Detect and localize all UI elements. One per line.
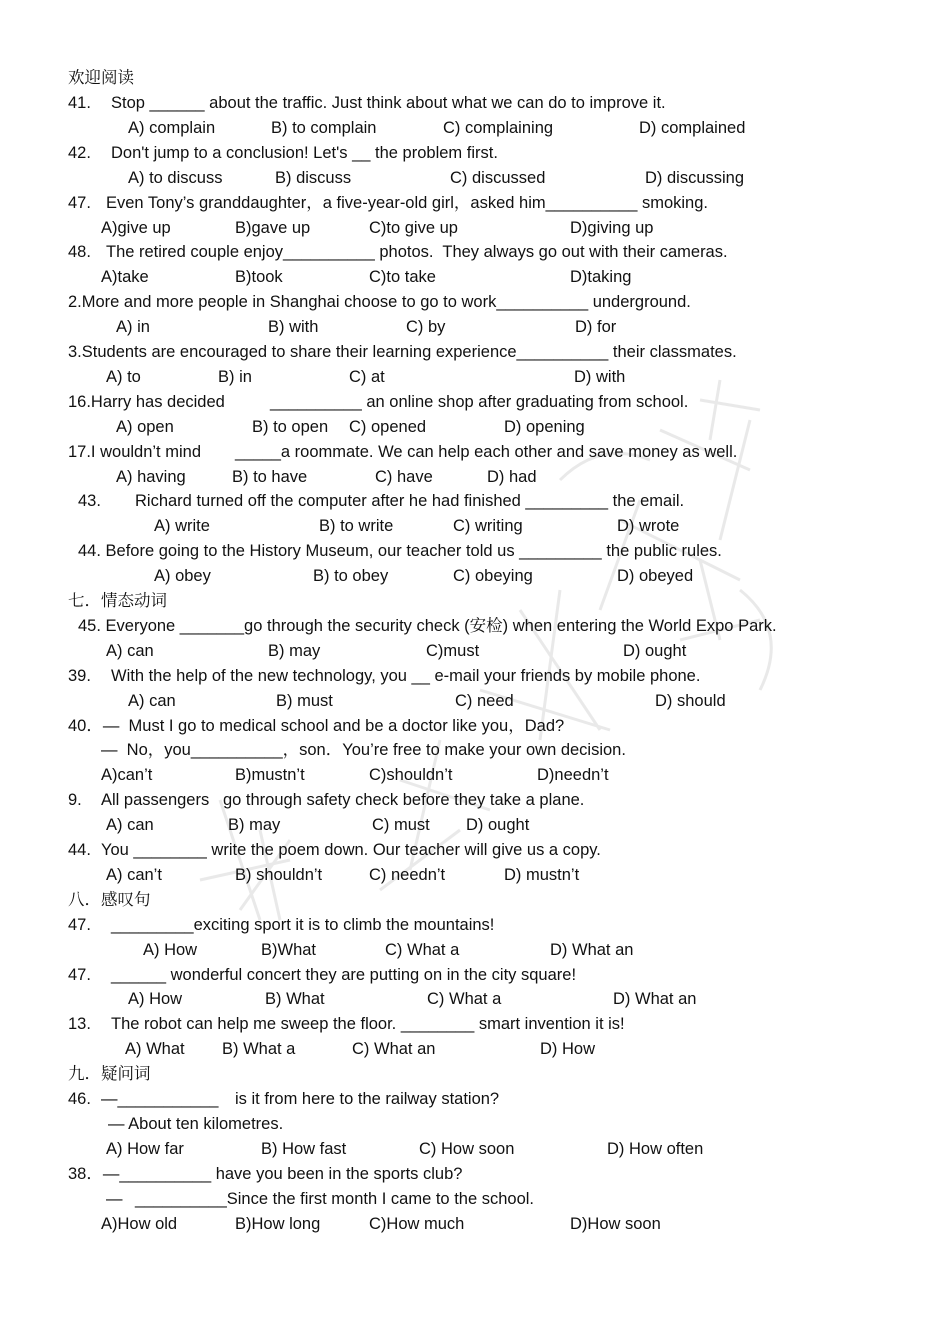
line-segment-text: D)needn’t	[537, 766, 609, 785]
text-line	[0, 365, 950, 390]
line-lead-text: — About ten kilometres.	[108, 1114, 284, 1133]
line-lead-text: 2.More and more people in Shanghai choose to go to work__________ underground.	[68, 293, 691, 312]
line-lead-text: 41.	[68, 94, 91, 112]
text-line	[0, 265, 950, 290]
line-segment-text: __________Since the first month I came to the school.	[135, 1189, 534, 1208]
line-segment-text: With the help of the new technology, you __ e-mail your friends by mobile phone.	[111, 666, 701, 685]
line-lead-text: 47.	[68, 193, 91, 212]
line-lead-text: 39.	[68, 666, 91, 685]
line-segment-text: The robot can help me sweep the floor. ________ smart invention it is!	[111, 1015, 625, 1034]
line-lead-text: A) can’t	[106, 865, 162, 884]
line-lead-text: 45. Everyone _______go through the security check (安检) when entering the World Expo Park.	[78, 616, 777, 635]
line-segment-text: C) What a	[427, 990, 502, 1009]
line-lead-text: 七．情态动词	[68, 592, 167, 610]
line-segment-text: Richard turned off the computer after he had finished _________ the email.	[135, 492, 685, 511]
text-line	[0, 838, 950, 863]
line-segment-text: C) opened	[349, 417, 427, 436]
line-segment-text: D) with	[574, 367, 626, 386]
text-line	[0, 1062, 950, 1087]
line-segment-text: All passengers go through safety check before they take a plane.	[101, 791, 585, 810]
line-segment-text: C) must	[372, 816, 430, 835]
header-text: 欢迎阅读	[68, 69, 134, 87]
line-lead-text: 44. Before going to the History Museum, our teacher told us _________ the public rules.	[78, 542, 722, 561]
line-segment-text: B) in	[218, 367, 252, 386]
line-segment-text: C) What an	[352, 1040, 436, 1059]
line-lead-text: A) in	[116, 318, 150, 337]
line-lead-text: 43.	[78, 492, 101, 511]
text-line	[0, 1162, 950, 1187]
text-line	[0, 788, 950, 813]
line-lead-text: A) having	[116, 467, 186, 486]
line-segment-text: C) What a	[385, 940, 460, 959]
line-lead-text: 九．疑问词	[68, 1065, 151, 1084]
line-lead-text: A) can	[128, 691, 176, 710]
text-line	[0, 141, 950, 166]
text-line	[0, 639, 950, 664]
line-segment-text: D) should	[655, 691, 726, 710]
line-lead-text: A) write	[154, 517, 210, 536]
line-segment-text: C) writing	[453, 517, 523, 536]
line-segment-text: C)to give up	[369, 218, 458, 237]
line-lead-text: A) How far	[106, 1139, 184, 1158]
line-segment-text: D) ought	[466, 816, 530, 835]
text-line	[0, 315, 950, 340]
line-segment-text: __________ an online shop after graduating from school.	[270, 392, 689, 411]
line-segment-text: D)How soon	[570, 1214, 661, 1233]
line-segment-text: D) What an	[613, 990, 697, 1009]
line-segment-text: B) shouldn’t	[235, 865, 323, 884]
text-line	[0, 1037, 950, 1062]
line-segment-text: C) have	[375, 467, 433, 486]
text-line	[0, 987, 950, 1012]
line-lead-text: A)can’t	[101, 766, 153, 785]
line-segment-text: _________exciting sport it is to climb the mountains!	[111, 915, 495, 934]
line-lead-text: 44.	[68, 841, 91, 859]
line-lead-text: 42.	[68, 143, 91, 162]
text-line	[0, 1012, 950, 1037]
line-lead-text: A) complain	[128, 118, 216, 137]
line-lead-text: A)How old	[101, 1214, 178, 1233]
text-line	[0, 1187, 950, 1212]
text-line	[0, 166, 950, 191]
line-segment-text: C) needn’t	[369, 865, 446, 884]
text-line	[0, 116, 950, 141]
text-line	[0, 539, 950, 564]
line-segment-text: Stop ______ about the traffic. Just think about what we can do to improve it.	[111, 94, 666, 112]
line-segment-text: B) with	[268, 318, 319, 337]
line-segment-text: C) How soon	[419, 1139, 515, 1158]
line-segment-text: _____a roommate. We can help each other and save money as well.	[235, 442, 738, 461]
text-line	[0, 738, 950, 763]
line-segment-text: D) wrote	[617, 517, 680, 536]
text-line	[0, 1212, 950, 1237]
line-lead-text: — No，you__________，son．You’re free to make your own decision.	[101, 741, 626, 760]
text-line	[0, 963, 950, 988]
line-lead-text: A) can	[106, 816, 154, 835]
doc-header	[0, 66, 950, 91]
line-segment-text: D) ought	[623, 641, 687, 660]
line-lead-text: 47.	[68, 915, 91, 934]
text-line	[0, 614, 950, 639]
line-segment-text: B)What	[261, 940, 317, 959]
line-segment-text: D) obeyed	[617, 567, 694, 586]
line-segment-text: The retired couple enjoy__________ photos. They always go out with their cameras.	[106, 243, 728, 262]
line-lead-text: 38．—__________ have you been in the sports club?	[68, 1164, 463, 1183]
line-segment-text: D) had	[487, 467, 537, 486]
text-line	[0, 863, 950, 888]
text-line	[0, 714, 950, 739]
line-segment-text: D) for	[575, 318, 617, 337]
line-segment-text: C) by	[406, 318, 446, 337]
text-line	[0, 240, 950, 265]
text-line	[0, 191, 950, 216]
text-line	[0, 91, 950, 116]
line-segment-text: D) How often	[607, 1139, 704, 1158]
text-line	[0, 913, 950, 938]
line-segment-text: C) at	[349, 367, 385, 386]
line-segment-text: C) need	[455, 691, 514, 710]
line-lead-text: 48.	[68, 243, 91, 262]
text-line	[0, 888, 950, 913]
text-line	[0, 664, 950, 689]
line-segment-text: B) to open	[252, 417, 329, 436]
line-segment-text: Don't jump to a conclusion! Let's __ the problem first.	[111, 143, 498, 162]
text-line	[0, 216, 950, 241]
line-segment-text: B) discuss	[275, 168, 352, 187]
line-segment-text: B) to complain	[271, 118, 377, 137]
text-line	[0, 689, 950, 714]
line-lead-text: A) obey	[154, 567, 211, 586]
line-segment-text: D)giving up	[570, 218, 654, 237]
line-segment-text: B) must	[276, 691, 333, 710]
line-segment-text: B) to write	[319, 517, 394, 536]
line-segment-text: D) discussing	[645, 168, 745, 187]
line-lead-text: A)take	[101, 268, 149, 287]
line-segment-text: You ________ write the poem down. Our teacher will give us a copy.	[101, 841, 601, 859]
line-segment-text: Even Tony’s granddaughter，a five-year-old girl，asked him__________ smoking.	[106, 193, 708, 212]
line-lead-text: A)give up	[101, 218, 171, 237]
line-segment-text: C) discussed	[450, 168, 546, 187]
line-lead-text: 16.Harry has decided	[68, 392, 225, 411]
text-line	[0, 564, 950, 589]
line-segment-text: is it from here to the railway station?	[235, 1090, 500, 1108]
line-segment-text: B)gave up	[235, 218, 311, 237]
line-lead-text: 9.	[68, 791, 82, 810]
line-segment-text: C)How much	[369, 1214, 465, 1233]
line-segment-text: D)taking	[570, 268, 632, 287]
text-line	[0, 938, 950, 963]
text-line	[0, 1137, 950, 1162]
line-lead-text: 46.	[68, 1090, 91, 1108]
text-line	[0, 489, 950, 514]
text-line	[0, 440, 950, 465]
text-line	[0, 1112, 950, 1137]
line-lead-text: —	[106, 1189, 123, 1208]
line-lead-text: 3.Students are encouraged to share their learning experience__________ their classmates.	[68, 343, 737, 361]
line-lead-text: A) How	[128, 990, 183, 1009]
line-lead-text: A) What	[125, 1040, 185, 1059]
line-lead-text: 47.	[68, 965, 91, 984]
text-line	[0, 465, 950, 490]
line-segment-text: C)must	[426, 641, 480, 660]
line-segment-text: —___________	[101, 1090, 219, 1108]
line-segment-text: D) complained	[639, 118, 746, 137]
line-segment-text: ______ wonderful concert they are putting on in the city square!	[111, 965, 577, 984]
line-segment-text: B) How fast	[261, 1139, 347, 1158]
line-lead-text: 17.I wouldn’t mind	[68, 442, 201, 461]
text-line	[0, 813, 950, 838]
line-segment-text: D) What an	[550, 940, 634, 959]
line-segment-text: B) may	[268, 641, 321, 660]
line-lead-text: A) can	[106, 641, 154, 660]
line-segment-text: C) complaining	[443, 118, 554, 137]
line-lead-text: 13.	[68, 1015, 91, 1034]
line-segment-text: B)took	[235, 268, 283, 287]
line-segment-text: C)shouldn’t	[369, 766, 453, 785]
text-line	[0, 1087, 950, 1112]
line-segment-text: B) to obey	[313, 567, 389, 586]
text-line	[0, 763, 950, 788]
line-segment-text: B)mustn’t	[235, 766, 305, 785]
line-lead-text: A) to	[106, 367, 141, 386]
line-segment-text: B) to have	[232, 467, 308, 486]
text-line	[0, 415, 950, 440]
line-lead-text: A) open	[116, 417, 174, 436]
line-lead-text: 40．— Must I go to medical school and be a doctor like you，Dad?	[68, 716, 565, 735]
line-segment-text: B) What	[265, 990, 325, 1009]
line-segment-text: D) How	[540, 1040, 596, 1059]
line-segment-text: C)to take	[369, 268, 436, 287]
line-segment-text: C) obeying	[453, 567, 533, 586]
line-segment-text: D) mustn’t	[504, 865, 580, 884]
line-lead-text: 八．感叹句	[68, 890, 151, 909]
text-line	[0, 390, 950, 415]
text-line	[0, 589, 950, 614]
text-line	[0, 340, 950, 365]
line-segment-text: B)How long	[235, 1214, 321, 1233]
line-segment-text: B) may	[228, 816, 281, 835]
text-line	[0, 290, 950, 315]
line-segment-text: D) opening	[504, 417, 585, 436]
line-lead-text: A) How	[143, 940, 198, 959]
line-lead-text: A) to discuss	[128, 168, 223, 187]
text-line	[0, 514, 950, 539]
line-segment-text: B) What a	[222, 1040, 296, 1059]
